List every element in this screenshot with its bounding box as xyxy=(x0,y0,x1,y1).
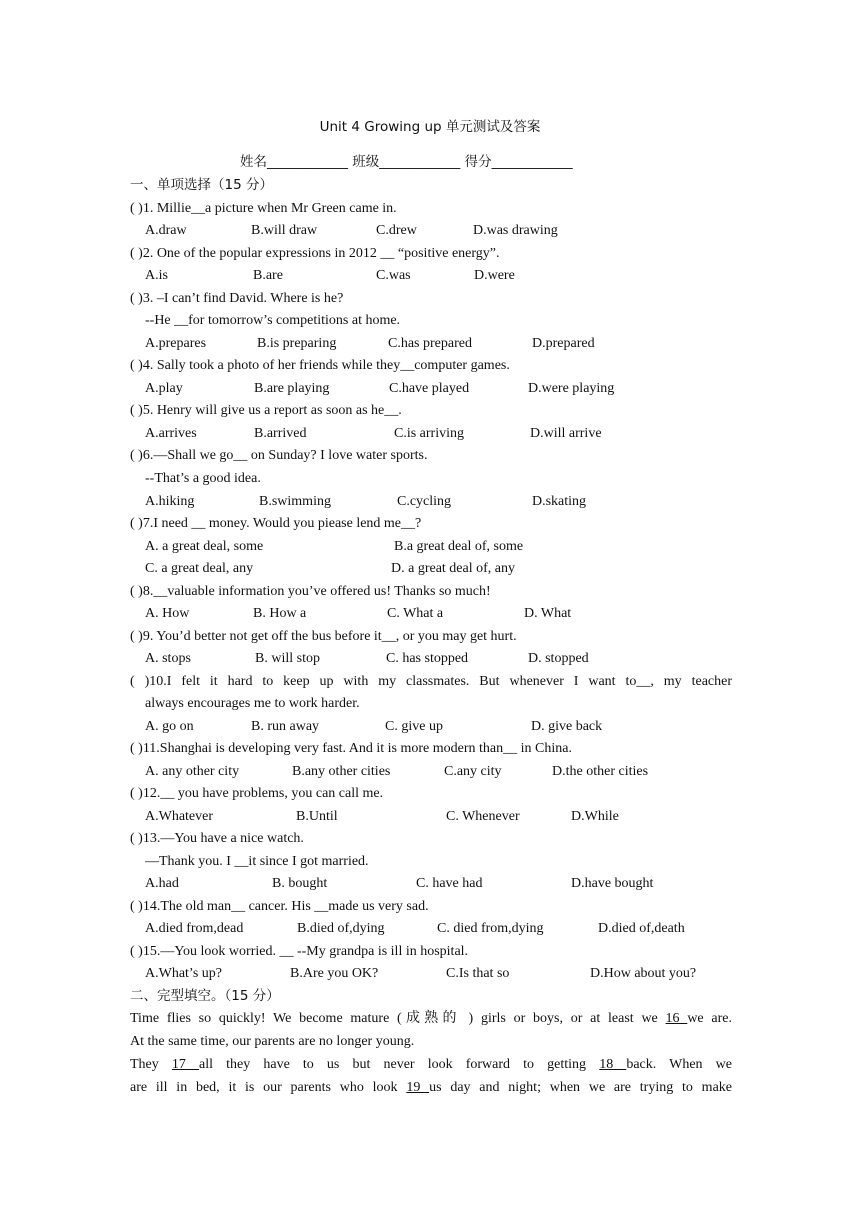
question-5-option-a: A.arrives xyxy=(145,426,197,441)
question-14-option-c: C. died from,dying xyxy=(437,921,544,936)
question-11-option-b: B.any other cities xyxy=(292,764,391,779)
question-10-option-c: C. give up xyxy=(385,719,443,734)
question-11-stem: ( )11.Shanghai is developing very fast. And it is more modern than__ in China. xyxy=(130,741,572,756)
question-5-option-b: B.arrived xyxy=(254,426,307,441)
question-4-stem: ( )4. Sally took a photo of her friends while they__computer games. xyxy=(130,358,510,373)
page-title: Unit 4 Growing up 单元测试及答案 xyxy=(319,119,541,135)
question-13-stem-line-2: —Thank you. I __it since I got married. xyxy=(145,854,369,869)
question-9-option-d: D. stopped xyxy=(528,651,589,666)
question-14-option-b: B.died of,dying xyxy=(297,921,385,936)
question-4-option-c: C.have played xyxy=(389,381,470,396)
question-7-stem: ( )7.I need __ money. Would you piease lend me__? xyxy=(130,516,422,531)
question-10-stem-line-2: always encourages me to work harder. xyxy=(145,696,360,711)
passage-text: we are. xyxy=(687,1011,732,1026)
question-2-option-a: A.is xyxy=(145,268,168,283)
blank-17: 17 xyxy=(171,1057,200,1072)
question-6-option-d: D.skating xyxy=(532,494,587,509)
question-12-option-c: C. Whenever xyxy=(446,809,520,824)
blank-19: 19 xyxy=(406,1080,430,1095)
passage-text: They xyxy=(130,1057,172,1072)
question-5-stem: ( )5. Henry will give us a report as soon as he__. xyxy=(130,403,402,418)
question-13-option-a: A.had xyxy=(145,876,179,891)
question-9-option-a: A. stops xyxy=(145,651,191,666)
question-6-option-b: B.swimming xyxy=(259,494,331,509)
question-10-stem: ( )10.I felt it hard to keep up with my classmates. But whenever I want to__, my teacher xyxy=(130,674,732,689)
question-7-option-b: B.a great deal of, some xyxy=(394,539,524,554)
question-10-option-a: A. go on xyxy=(145,719,194,734)
question-6-option-a: A.hiking xyxy=(145,494,195,509)
question-12-option-a: A.Whatever xyxy=(145,809,214,824)
question-8-option-c: C. What a xyxy=(387,606,444,621)
student-info-line: 姓名____________ 班级____________ 得分____________ xyxy=(240,154,573,170)
question-1-option-a: A.draw xyxy=(145,223,187,238)
question-8-stem: ( )8.__valuable information you’ve offered us! Thanks so much! xyxy=(130,584,491,599)
question-1-option-d: D.was drawing xyxy=(473,223,558,238)
question-6-stem-line-2: --That’s a good idea. xyxy=(145,471,261,486)
question-2-stem: ( )2. One of the popular expressions in 2012 __ “positive energy”. xyxy=(130,246,500,261)
question-3-option-a: A.prepares xyxy=(145,336,207,351)
question-3-option-c: C.has prepared xyxy=(388,336,472,351)
passage-line-4 xyxy=(130,1078,732,1098)
question-3-stem: ( )3. –I can’t find David. Where is he? xyxy=(130,291,344,306)
passage-line-1 xyxy=(130,1009,732,1029)
blank-18: 18 xyxy=(599,1057,627,1072)
question-3-option-d: D.prepared xyxy=(532,336,595,351)
question-4-option-d: D.were playing xyxy=(528,381,615,396)
question-1-stem: ( )1. Millie__a picture when Mr Green came in. xyxy=(130,201,397,216)
question-8-option-b: B. How a xyxy=(253,606,307,621)
passage-line-3 xyxy=(130,1055,732,1075)
question-12-stem: ( )12.__ you have problems, you can call me. xyxy=(130,786,384,801)
question-15-option-c: C.Is that so xyxy=(446,966,510,981)
question-8-option-a: A. How xyxy=(145,606,190,621)
question-10-option-d: D. give back xyxy=(531,719,603,734)
question-11-option-c: C.any city xyxy=(444,764,502,779)
question-1-option-c: C.drew xyxy=(376,223,417,238)
passage-text: all they have to us but never look forward to getting xyxy=(199,1057,600,1072)
question-15-option-a: A.What’s up? xyxy=(145,966,222,981)
question-2-option-b: B.are xyxy=(253,268,283,283)
blank-16: 16 xyxy=(665,1011,688,1026)
question-15-option-d: D.How about you? xyxy=(590,966,697,981)
question-6-option-c: C.cycling xyxy=(397,494,452,509)
passage-line-2: At the same time, our parents are no longer young. xyxy=(130,1034,415,1049)
question-14-option-a: A.died from,dead xyxy=(145,921,244,936)
passage-text: us day and night; when we are trying to make xyxy=(429,1080,732,1095)
question-14-option-d: D.died of,death xyxy=(598,921,685,936)
question-9-option-c: C. has stopped xyxy=(386,651,469,666)
question-13-option-c: C. have had xyxy=(416,876,483,891)
question-3-option-b: B.is preparing xyxy=(257,336,337,351)
passage-text: Time flies so quickly! We become mature (成熟的 ) girls or boys, or at least we xyxy=(130,1011,666,1026)
question-8-option-d: D. What xyxy=(524,606,572,621)
question-14-stem: ( )14.The old man__ cancer. His __made us very sad. xyxy=(130,899,429,914)
question-1-option-b: B.will draw xyxy=(251,223,318,238)
passage-text: back. When we xyxy=(626,1057,732,1072)
question-7-option-a: A. a great deal, some xyxy=(145,539,264,554)
question-2-option-d: D.were xyxy=(474,268,515,283)
question-9-option-b: B. will stop xyxy=(255,651,320,666)
question-5-option-d: D.will arrive xyxy=(530,426,602,441)
question-15-option-b: B.Are you OK? xyxy=(290,966,379,981)
question-7-option-d: D. a great deal of, any xyxy=(391,561,515,576)
question-4-option-b: B.are playing xyxy=(254,381,330,396)
passage-text: are ill in bed, it is our parents who look xyxy=(130,1080,407,1095)
question-6-stem: ( )6.—Shall we go__ on Sunday? I love water sports. xyxy=(130,448,428,463)
question-10-option-b: B. run away xyxy=(251,719,320,734)
question-13-option-b: B. bought xyxy=(272,876,328,891)
question-11-option-a: A. any other city xyxy=(145,764,240,779)
question-15-stem: ( )15.—You look worried. __ --My grandpa is ill in hospital. xyxy=(130,944,469,959)
question-12-option-d: D.While xyxy=(571,809,619,824)
question-5-option-c: C.is arriving xyxy=(394,426,464,441)
question-13-option-d: D.have bought xyxy=(571,876,654,891)
question-9-stem: ( )9. You’d better not get off the bus before it__, or you may get hurt. xyxy=(130,629,517,644)
question-11-option-d: D.the other cities xyxy=(552,764,649,779)
section-2-heading: 二、完型填空。（15 分） xyxy=(130,988,280,1004)
question-13-stem: ( )13.—You have a nice watch. xyxy=(130,831,304,846)
question-3-stem-line-2: --He __for tomorrow’s competitions at home. xyxy=(145,313,401,328)
question-7-option-c: C. a great deal, any xyxy=(145,561,254,576)
section-1-heading: 一、单项选择（15 分） xyxy=(130,177,273,193)
question-2-option-c: C.was xyxy=(376,268,411,283)
question-4-option-a: A.play xyxy=(145,381,183,396)
question-12-option-b: B.Until xyxy=(296,809,338,824)
